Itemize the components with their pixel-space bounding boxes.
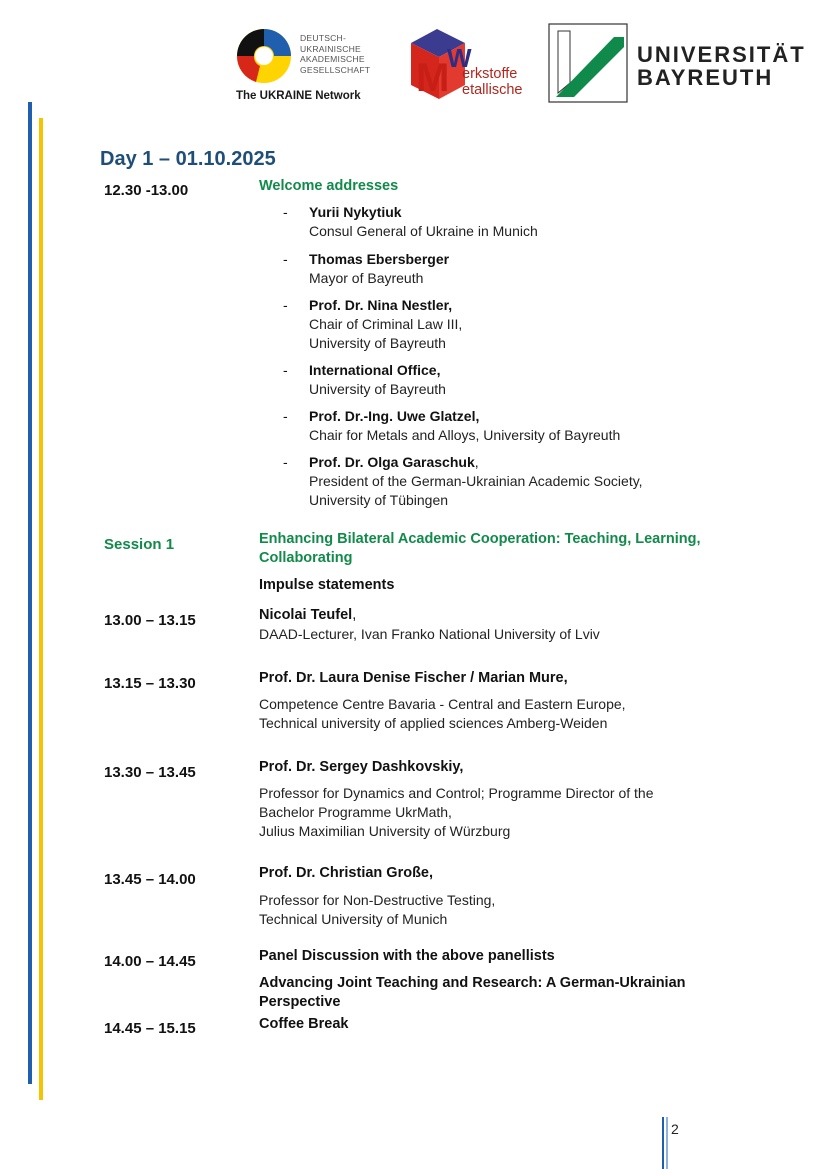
coffee-time: 14.45 – 15.15 — [104, 1020, 196, 1037]
page-number-bar-light — [666, 1117, 668, 1169]
talk-desc: Technical University of Munich — [259, 911, 448, 927]
talk-desc: Julius Maximilian University of Würzburg — [259, 823, 511, 839]
speaker-desc: University of Tübingen — [309, 492, 449, 508]
talk-desc: Competence Centre Bavaria - Central and Eastern Europe, — [259, 696, 626, 712]
speaker-name: Prof. Dr. Nina Nestler, — [309, 297, 453, 313]
side-bar-yellow — [39, 118, 43, 1100]
panel-time: 14.00 – 14.45 — [104, 953, 196, 970]
speaker-name: Prof. Dr. Olga Garaschuk, — [309, 454, 479, 470]
panel-subtitle-line1: Advancing Joint Teaching and Research: A German-Ukrainian — [259, 975, 686, 991]
panel-title: Panel Discussion with the above panellists — [259, 948, 555, 964]
speaker-desc: Chair for Metals and Alloys, University of Bayreuth — [309, 427, 621, 443]
talk-time: 13.45 – 14.00 — [104, 871, 196, 888]
speaker-name: Yurii Nykytiuk — [309, 204, 402, 220]
svg-text:M: M — [416, 56, 450, 100]
university-bayreuth-logo-icon — [548, 23, 628, 103]
dug-logo-text: DEUTSCH- UKRAINISCHE AKADEMISCHE GESELLSCHAFT — [300, 33, 371, 75]
ukraine-network-label: The UKRAINE Network — [236, 90, 361, 102]
impulse-statements: Impulse statements — [259, 577, 395, 593]
talk-desc: Professor for Non-Destructive Testing, — [259, 892, 496, 908]
speaker-desc: University of Bayreuth — [309, 381, 446, 397]
talk-desc: Technical university of applied sciences Amberg-Weiden — [259, 715, 608, 731]
speaker-desc: Consul General of Ukraine in Munich — [309, 223, 538, 239]
coffee-title: Coffee Break — [259, 1016, 349, 1032]
talk-speaker: Prof. Dr. Christian Große, — [259, 865, 434, 881]
speaker-name: Prof. Dr.-Ing. Uwe Glatzel, — [309, 408, 480, 424]
bullet-dash: - — [283, 362, 288, 378]
svg-text:W: W — [447, 43, 472, 73]
session-title-line1: Enhancing Bilateral Academic Cooperation: Teaching, Learning, — [259, 531, 701, 547]
talk-desc: Professor for Dynamics and Control; Programme Director of the — [259, 785, 654, 801]
speaker-desc: Chair of Criminal Law III, — [309, 316, 463, 332]
bullet-dash: - — [283, 297, 288, 313]
bullet-dash: - — [283, 408, 288, 424]
panel-subtitle-line2: Perspective — [259, 994, 341, 1010]
talk-time: 13.00 – 13.15 — [104, 612, 196, 629]
page-number-bar — [662, 1117, 664, 1169]
speaker-desc: University of Bayreuth — [309, 335, 446, 351]
talk-time: 13.15 – 13.30 — [104, 675, 196, 692]
speaker-name: International Office, — [309, 362, 441, 378]
speaker-desc: Mayor of Bayreuth — [309, 270, 424, 286]
metallische-werkstoffe-text: erkstoffe etallische — [462, 66, 523, 98]
talk-desc: Bachelor Programme UkrMath, — [259, 804, 452, 820]
page-number: 2 — [671, 1121, 679, 1137]
welcome-time: 12.30 -13.00 — [104, 182, 189, 199]
session-title-line2: Collaborating — [259, 550, 353, 566]
speaker-name: Thomas Ebersberger — [309, 251, 450, 267]
talk-speaker: Nicolai Teufel, — [259, 607, 357, 623]
bullet-dash: - — [283, 454, 288, 470]
talk-time: 13.30 – 13.45 — [104, 764, 196, 781]
bullet-dash: - — [283, 251, 288, 267]
bullet-dash: - — [283, 204, 288, 220]
session-label: Session 1 — [104, 536, 175, 553]
speaker-desc: President of the German-Ukrainian Academic Society, — [309, 473, 643, 489]
talk-desc: DAAD-Lecturer, Ivan Franko National University of Lviv — [259, 626, 600, 642]
university-bayreuth-wordmark: UNIVERSITÄT BAYREUTH — [637, 42, 806, 90]
side-bar-blue — [28, 102, 32, 1084]
day-title: Day 1 – 01.10.2025 — [100, 148, 276, 170]
talk-speaker: Prof. Dr. Laura Denise Fischer / Marian Mure, — [259, 670, 568, 686]
talk-speaker: Prof. Dr. Sergey Dashkovskiy, — [259, 759, 464, 775]
welcome-title: Welcome addresses — [259, 178, 399, 194]
